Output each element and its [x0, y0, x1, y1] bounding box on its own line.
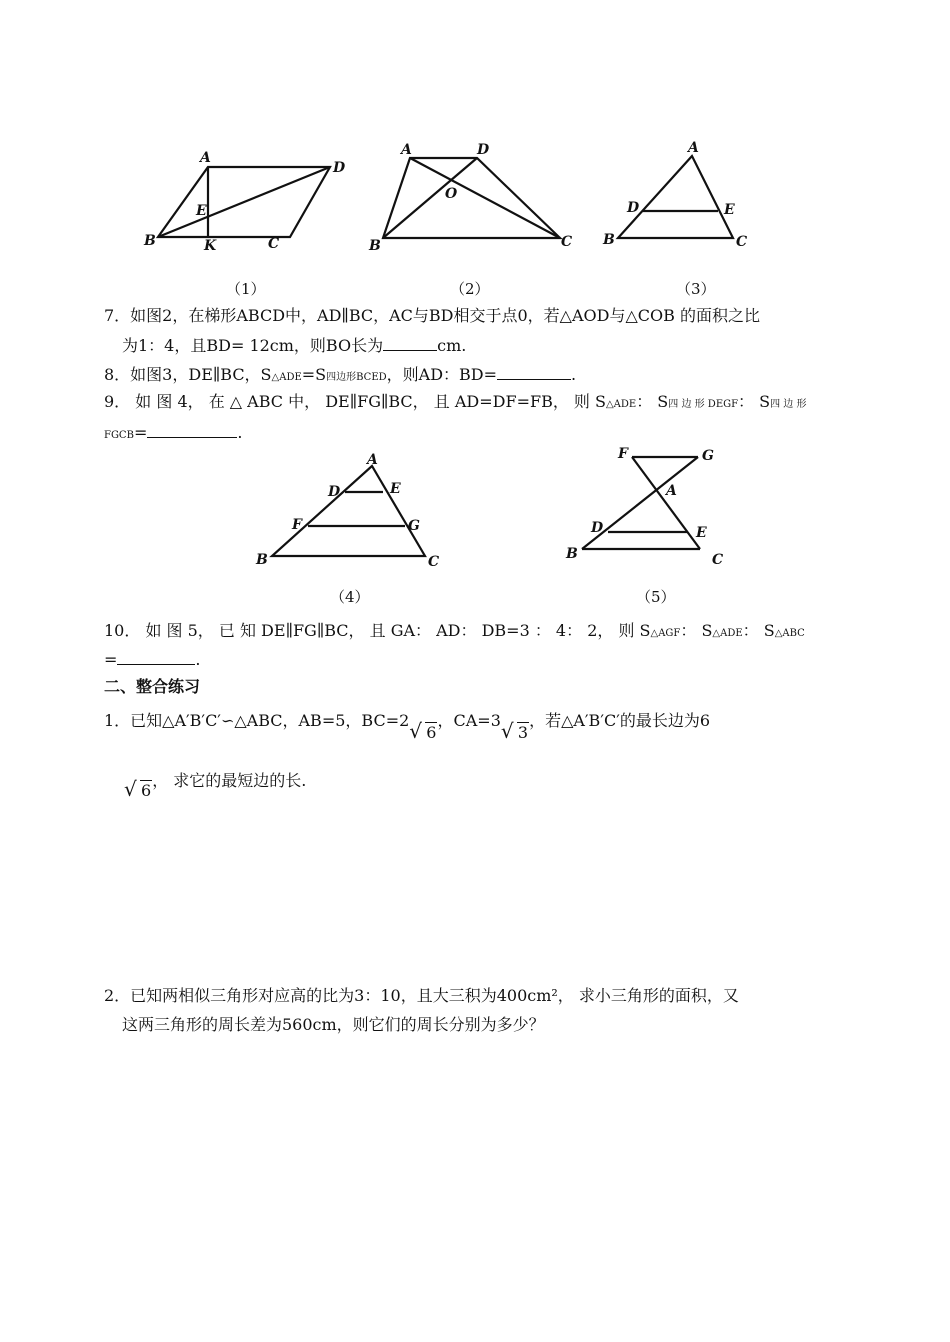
question-8: 8．如图3，DE∥BC，S△ADE=S四边形BCED，则AD：BD= .: [104, 365, 577, 384]
caption-figure-5: （5）: [636, 588, 676, 606]
fig1-label-e: E: [196, 203, 207, 219]
question-7-text: 为1：4，且BD= 12cm，则BO长为: [122, 336, 384, 355]
fig2-label-d: D: [477, 142, 490, 158]
fig3-label-e: E: [724, 202, 735, 218]
fig5-label-b: B: [566, 546, 578, 562]
fig5-label-a: A: [666, 483, 677, 499]
figure-3-triangle: [600, 140, 760, 255]
fig5-label-g: G: [702, 448, 714, 464]
fig1-label-d: D: [333, 160, 346, 176]
fig4-label-c: C: [428, 554, 440, 570]
sqrt-symbol: √ 6: [409, 722, 437, 744]
fig2-label-o: O: [445, 186, 458, 202]
fig5-label-d: D: [591, 520, 604, 536]
problem-2-line-1: 2．已知两相似三角形对应高的比为3：10，且大三积为400cm²， 求小三角形的面积，又: [104, 986, 739, 1005]
question-7-line-2: [122, 334, 466, 357]
answer-blank-q8[interactable]: [497, 363, 571, 380]
fig1-label-c: C: [268, 236, 280, 252]
fig5-label-c: C: [712, 552, 724, 568]
fig5-label-f: F: [618, 446, 628, 462]
sqrt-symbol: √ 6: [124, 780, 152, 802]
question-10-line-2: = .: [104, 650, 201, 669]
fig1-label-k: K: [204, 238, 217, 254]
question-7-unit: cm.: [437, 336, 467, 355]
fig4-label-e: E: [390, 481, 401, 497]
fig1-label-b: B: [144, 233, 156, 249]
question-10-line-1: 10． 如 图 5， 已 知 DE∥FG∥BC， 且 GA： AD： DB=3 ： 4： 2， 则 S△AGF： S△ADE： S△ABC: [104, 621, 805, 640]
figure-1-parallelogram: [140, 145, 350, 255]
fig3-label-b: B: [603, 232, 615, 248]
fig3-label-a: A: [688, 140, 699, 156]
caption-figure-3: （3）: [676, 280, 716, 298]
problem-1-line-2: √ 6， 求它的最短边的长.: [124, 770, 306, 792]
fig4-label-b: B: [256, 552, 268, 568]
question-9-line-2: FGCB= .: [104, 423, 243, 442]
answer-blank-q7[interactable]: [383, 334, 437, 351]
answer-blank-q9[interactable]: [147, 421, 237, 438]
problem-2-line-2: 这两三角形的周长差为560cm，则它们的周长分别为多少？: [122, 1015, 545, 1034]
fig2-label-c: C: [561, 234, 573, 250]
fig4-label-a: A: [367, 452, 378, 468]
answer-blank-q10[interactable]: [117, 648, 195, 665]
section-title: 二、整合练习: [104, 677, 201, 696]
fig2-label-a: A: [401, 142, 412, 158]
figure-4-triangle: [250, 448, 450, 573]
fig1-label-a: A: [200, 150, 211, 166]
figure-2-trapezoid: [365, 140, 580, 255]
fig2-label-b: B: [369, 238, 381, 254]
fig4-label-f: F: [292, 517, 302, 533]
fig4-label-d: D: [328, 484, 341, 500]
sqrt-symbol: √ 3: [501, 722, 529, 744]
fig3-label-d: D: [627, 200, 640, 216]
question-7-line-1: 7．如图2，在梯形ABCD中，AD∥BC，AC与BD相交于点0，若△AOD与△COB 的面积之比: [104, 306, 760, 325]
fig4-label-g: G: [408, 518, 420, 534]
figure-5-triangles: [560, 440, 740, 570]
problem-1-line-1: 1．已知△A′B′C′∽△ABC，AB=5，BC=2√ 6，CA=3√ 3，若△A′B′C′的最长边为6: [104, 710, 710, 732]
caption-figure-4: （4）: [330, 588, 370, 606]
question-9-line-1: 9． 如 图 4， 在 △ ABC 中， DE∥FG∥BC， 且 AD=DF=FB， 则 S△ADE： S四 边 形 DEGF： S四 边 形: [104, 392, 807, 411]
caption-figure-2: （2）: [450, 280, 490, 298]
fig5-label-e: E: [696, 525, 707, 541]
fig3-label-c: C: [736, 234, 748, 250]
caption-figure-1: （1）: [226, 280, 266, 298]
